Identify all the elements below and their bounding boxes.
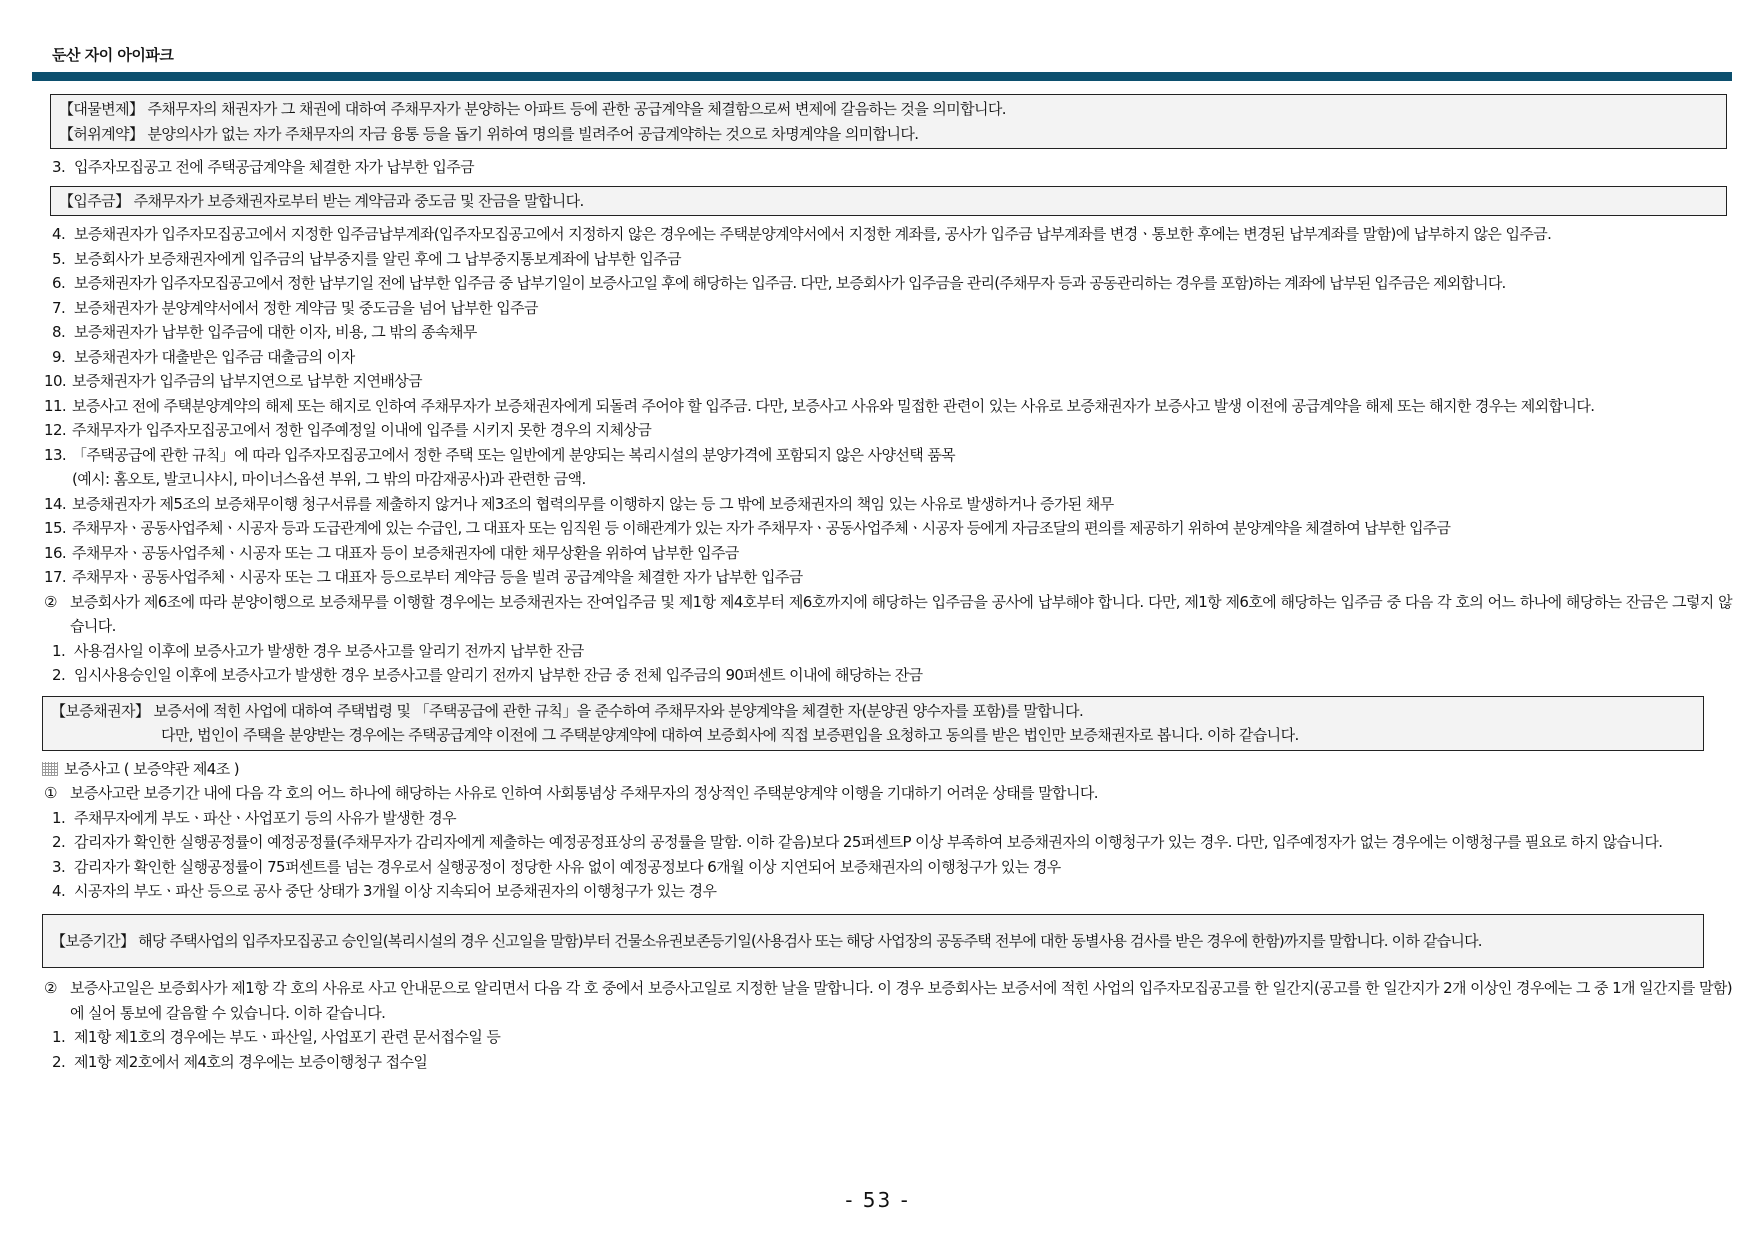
item-number: 9.	[52, 347, 66, 366]
list-item	[42, 855, 1732, 880]
paragraph-text: 보증회사가 제6조에 따라 분양이행으로 보증채무를 이행할 경우에는 보증채권자는 잔여입주금 및 제1항 제4호부터 제6호까지에 해당하는 입주금을 공사에 납부해야 합니다. 다만, 제1항 제6호에 해당하는 입주금 중 다음 각 호의 어느 하나에 해당하는 잔금은 그렇지 않습니다.	[70, 592, 1732, 635]
section-title: 보증사고 ( 보증약관 제4조 )	[64, 759, 240, 778]
list-item	[42, 879, 1732, 904]
item-number: 4.	[52, 225, 66, 243]
item-text: 주채무자ㆍ공동사업주체ㆍ시공자 또는 그 대표자 등으로부터 계약금 등을 빌려 공급계약을 체결한 자가 납부한 입주금	[72, 568, 803, 586]
item-number: 3.	[52, 158, 66, 176]
definition-text: 주채무자가 보증채권자로부터 받는 계약금과 중도금 및 잔금을 말합니다.	[133, 191, 584, 210]
item-text: (예시: 홈오토, 발코니샤시, 마이너스옵션 부위, 그 밖의 마감재공사)과 관련한 금액.	[72, 470, 586, 488]
item-text: 보증채권자가 입주금의 납부지연으로 납부한 지연배상금	[72, 372, 423, 390]
item-text: 보증채권자가 분양계약서에서 정한 계약금 및 중도금을 넘어 납부한 입주금	[74, 298, 538, 317]
section-bullet-icon	[42, 762, 58, 776]
item-text: 보증채권자가 납부한 입주금에 대한 이자, 비용, 그 밖의 종속채무	[74, 323, 477, 341]
item-text: 주채무자가 입주자모집공고에서 정한 입주예정일 이내에 입주를 시키지 못한 경우의 지체상금	[72, 421, 652, 439]
page-number: - 53 -	[845, 1188, 910, 1212]
item-number: 1.	[52, 808, 66, 827]
item-text: 「주택공급에 관한 규칙」에 따라 입주자모집공고에서 정한 주택 또는 일반에게 분양되는 복리시설의 분양가격에 포함되지 않은 사양선택 품목	[72, 445, 956, 464]
item-text: 임시사용승인일 이후에 보증사고가 발생한 경우 보증사고를 알리기 전까지 납부한 잔금 중 전체 입주금의 90퍼센트 이내에 해당하는 잔금	[74, 666, 923, 684]
definition-box-payment	[50, 186, 1727, 217]
paragraph-number: ②	[44, 592, 57, 611]
paragraph	[42, 976, 1732, 1025]
paragraph-number: ②	[44, 979, 57, 997]
item-text: 보증사고 전에 주택분양계약의 해제 또는 해지로 인하여 주채무자가 보증채권자에게 되돌려 주어야 할 입주금. 다만, 보증사고 사유와 밀접한 관련이 있는 사유로 보증채권자가 보증사고 발생 이전에 공급계약을 해제 또는 해지한 경우는 제외합니다.	[72, 396, 1595, 415]
list-item	[42, 394, 1732, 419]
header-rule	[32, 72, 1732, 81]
item-text: 보증채권자가 입주자모집공고에서 지정한 입주금납부계좌(입주자모집공고에서 지정하지 않은 경우에는 주택분양계약서에서 지정한 계좌를, 공사가 입주금 납부계좌를 변경ㆍ통보한 후에는 변경된 납부계좌를 말함)에 납부하지 않은 입주금.	[74, 225, 1552, 243]
item-number: 16.	[44, 543, 67, 562]
item-text: 감리자가 확인한 실행공정률이 예정공정률(주채무자가 감리자에게 제출하는 예정공정표상의 공정률을 말함. 이하 같음)보다 25퍼센트P 이상 부족하여 보증채권자의 이행청구가 있는 경우. 다만, 입주예정자가 없는 경우에는 이행청구를 필요로 하지 않습니다.	[74, 833, 1663, 851]
list-item	[42, 247, 1732, 272]
item-number: 5.	[52, 249, 66, 268]
definition-box-substitute-payment	[50, 94, 1727, 149]
item-text: 사용검사일 이후에 보증사고가 발생한 경우 보증사고를 알리기 전까지 납부한 잔금	[74, 641, 584, 660]
paragraph-number: ①	[44, 784, 57, 802]
section-heading	[42, 757, 1732, 782]
list-item	[42, 639, 1732, 664]
list-item	[42, 155, 1732, 180]
list-item	[42, 830, 1732, 855]
list-item	[42, 222, 1732, 247]
document-title: 둔산 자이 아이파크	[52, 46, 174, 64]
item-number: 12.	[44, 421, 67, 439]
list-item	[42, 320, 1732, 345]
document-body	[42, 92, 1732, 1074]
item-number: 8.	[52, 323, 66, 341]
item-text: 보증채권자가 입주자모집공고에서 정한 납부기일 전에 납부한 입주금 중 납부기일이 보증사고일 후에 해당하는 입주금. 다만, 보증회사가 입주금을 관리(주채무자 등과 공동관리하는 경우를 포함)하는 계좌에 납부된 입주금은 제외합니다.	[74, 274, 1506, 292]
item-number: 13.	[44, 445, 67, 464]
item-number: 2.	[52, 1052, 66, 1071]
list-item	[42, 443, 1732, 492]
item-text: 주채무자ㆍ공동사업주체ㆍ시공자 또는 그 대표자 등이 보증채권자에 대한 채무상환을 위하여 납부한 입주금	[72, 543, 739, 562]
definition-label: 【입주금】	[59, 191, 130, 210]
item-number: 14.	[44, 494, 67, 513]
item-number: 4.	[52, 882, 66, 900]
item-number: 2.	[52, 833, 66, 851]
paragraph-text: 보증사고란 보증기간 내에 다음 각 호의 어느 하나에 해당하는 사유로 인하여 사회통념상 주채무자의 정상적인 주택분양계약 이행을 기대하기 어려운 상태를 말합니다.	[70, 784, 1098, 802]
definition-text: 해당 주택사업의 입주자모집공고 승인일(복리시설의 경우 신고일을 말함)부터 건물소유권보존등기일(사용검사 또는 해당 사업장의 공동주택 전부에 대한 동별사용 검사를 받은 경우에 한함)까지를 말합니다. 이하 같습니다.	[138, 931, 1482, 950]
item-text: 주채무자ㆍ공동사업주체ㆍ시공자 등과 도급관계에 있는 수급인, 그 대표자 또는 임직원 등 이해관계가 있는 자가 주채무자ㆍ공동사업주체ㆍ시공자 등에게 자금조달의 편의를 제공하기 위하여 분양계약을 체결하여 납부한 입주금	[72, 519, 1451, 537]
list-item	[42, 1050, 1732, 1075]
item-number: 17.	[44, 568, 67, 586]
definition-label: 【보증채권자】	[51, 701, 150, 720]
definition-text: 보증서에 적힌 사업에 대하여 주택법령 및 「주택공급에 관한 규칙」을 준수하여 주채무자와 분양계약을 체결한 자(분양권 양수자를 포함)를 말합니다.	[153, 701, 1084, 720]
definition-text: 주채무자의 채권자가 그 채권에 대하여 주채무자가 분양하는 아파트 등에 관한 공급계약을 체결함으로써 변제에 갈음하는 것을 의미합니다.	[147, 100, 1006, 118]
item-text: 시공자의 부도ㆍ파산 등으로 공사 중단 상태가 3개월 이상 지속되어 보증채권자의 이행청구가 있는 경우	[74, 882, 717, 900]
definition-text: 다만, 법인이 주택을 분양받는 경우에는 주택공급계약 이전에 그 주택분양계약에 대하여 보증회사에 직접 보증편입을 요청하고 동의를 받은 법인만 보증채권자로 봅니다. 이하 같습니다.	[161, 726, 1299, 744]
paragraph	[42, 781, 1732, 806]
item-text: 주채무자에게 부도ㆍ파산ㆍ사업포기 등의 사유가 발생한 경우	[74, 808, 456, 827]
definition-label: 【대물변제】	[59, 100, 144, 118]
list-item	[42, 1025, 1732, 1050]
item-text: 보증회사가 보증채권자에게 입주금의 납부중지를 알린 후에 그 납부중지통보계좌에 납부한 입주금	[74, 249, 682, 268]
item-number: 6.	[52, 274, 66, 292]
item-number: 7.	[52, 298, 66, 317]
paragraph-text: 보증사고일은 보증회사가 제1항 각 호의 사유로 사고 안내문으로 알리면서 다음 각 호 중에서 보증사고일로 지정한 날을 말합니다. 이 경우 보증회사는 보증서에 적힌 사업의 입주자모집공고를 한 일간지(공고를 한 일간지가 2개 이상인 경우에는 그 중 1개 일간지를 말함)에 실어 통보에 갈음할 수 있습니다. 이하 같습니다.	[70, 979, 1732, 1022]
item-text: 제1항 제1호의 경우에는 부도ㆍ파산일, 사업포기 관련 문서접수일 등	[74, 1028, 501, 1046]
list-item	[42, 418, 1732, 443]
definition-label: 【허위계약】	[59, 124, 144, 143]
list-item	[42, 565, 1732, 590]
item-number: 3.	[52, 857, 66, 876]
list-item	[42, 369, 1732, 394]
item-number: 2.	[52, 666, 66, 684]
list-item	[42, 492, 1732, 517]
item-number: 1.	[52, 1028, 66, 1046]
item-number: 11.	[44, 396, 67, 415]
item-text: 보증채권자가 제5조의 보증채무이행 청구서류를 제출하지 않거나 제3조의 협력의무를 이행하지 않는 등 그 밖에 보증채권자의 책임 있는 사유로 발생하거나 증가된 채무	[72, 494, 1114, 513]
list-item	[42, 541, 1732, 566]
item-number: 1.	[52, 641, 66, 660]
item-number: 10.	[44, 372, 67, 390]
list-item	[42, 806, 1732, 831]
item-number: 15.	[44, 519, 67, 537]
item-text: 감리자가 확인한 실행공정률이 75퍼센트를 넘는 경우로서 실행공정이 정당한 사유 없이 예정공정보다 6개월 이상 지연되어 보증채권자의 이행청구가 있는 경우	[74, 857, 1061, 876]
item-text: 입주자모집공고 전에 주택공급계약을 체결한 자가 납부한 입주금	[74, 158, 475, 176]
definition-text: 분양의사가 없는 자가 주채무자의 자금 융통 등을 돕기 위하여 명의를 빌려주어 공급계약하는 것으로 차명계약을 의미합니다.	[147, 124, 919, 143]
definition-box-guarantee-creditor	[42, 696, 1704, 751]
list-item	[42, 663, 1732, 688]
item-text: 보증채권자가 대출받은 입주금 대출금의 이자	[74, 347, 355, 366]
paragraph	[42, 590, 1732, 639]
definition-label: 【보증기간】	[51, 931, 135, 950]
list-item	[42, 516, 1732, 541]
list-item	[42, 271, 1732, 296]
definition-box-guarantee-period	[42, 914, 1704, 969]
list-item	[42, 345, 1732, 370]
item-text: 제1항 제2호에서 제4호의 경우에는 보증이행청구 접수일	[74, 1052, 428, 1071]
list-item	[42, 296, 1732, 321]
